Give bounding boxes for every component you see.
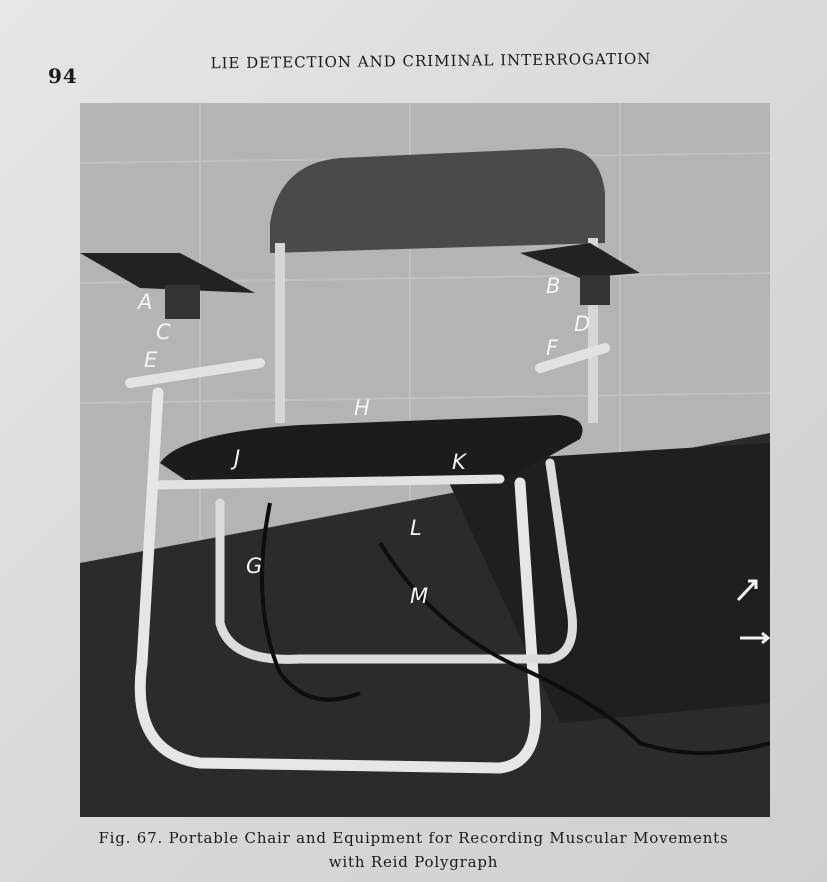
page-number: 94 [48,64,78,88]
callout-F: F [546,336,559,360]
chair-photo-illustration [80,103,770,817]
figure-caption: Fig. 67. Portable Chair and Equipment for Recording Muscular Movements [98,829,729,847]
running-head: LIE DETECTION AND CRIMINAL INTERROGATION [210,49,652,73]
callout-C: C [156,320,171,344]
figure-photograph [80,103,770,817]
callout-D: D [574,312,591,336]
callout-G: G [246,554,263,578]
figure-caption-continued: with Reid Polygraph [328,853,499,871]
callout-J: J [234,446,241,470]
callout-A: A [138,290,153,314]
callout-M: M [410,584,429,608]
callout-B: B [546,274,561,298]
callout-H: H [354,396,370,420]
callout-L: L [410,516,422,540]
callout-K: K [452,450,466,474]
callout-E: E [144,348,158,372]
